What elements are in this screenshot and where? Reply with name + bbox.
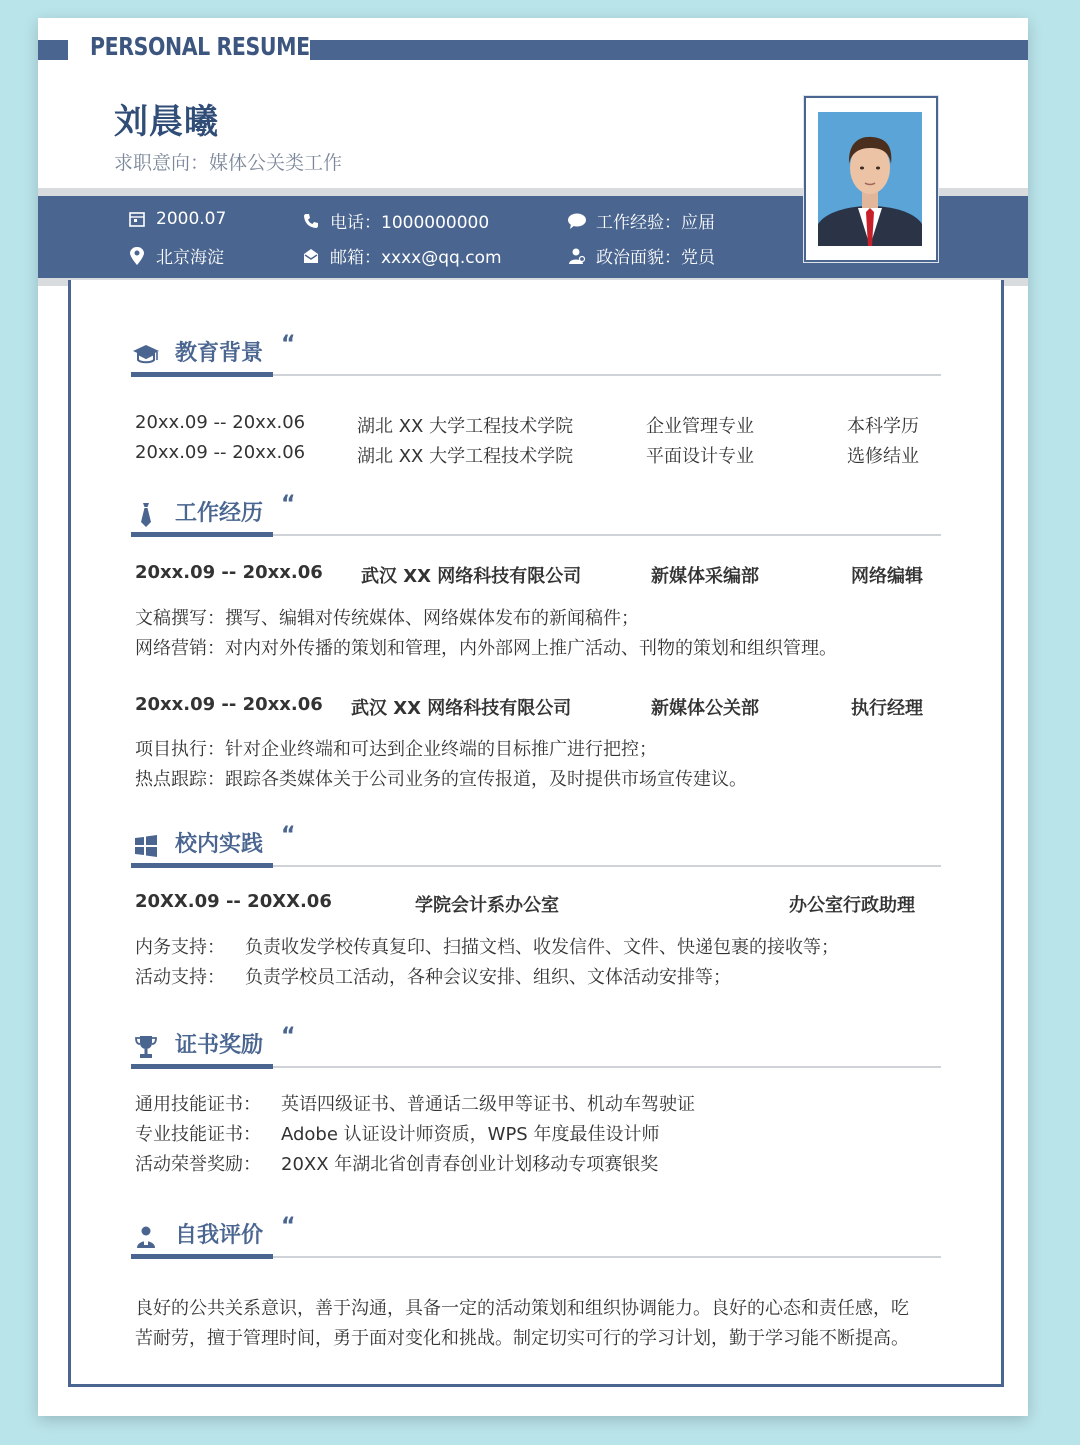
resume-page [38,18,1028,1416]
campus-line-label: 内务支持： [135,937,225,958]
education-title: 教育背景 [175,341,264,366]
awards-title: 证书奖励 [175,1033,264,1058]
candidate-name: 刘晨曦 [114,102,219,142]
campus-line-label: 活动支持： [135,967,225,988]
job-role: 网络编辑 [851,566,923,587]
work-header [131,492,971,536]
edu-degree: 选修结业 [847,446,919,467]
person-icon [131,1222,161,1252]
birth-item [126,208,226,230]
profile-photo [818,112,922,246]
campus-date: 20XX.09 -- 20XX.06 [135,891,332,912]
campus-line-text: 负责学校员工活动，各种会议安排、组织、文体活动安排等； [245,967,731,988]
awards-header [131,1024,971,1068]
job-dept: 新媒体公关部 [651,698,759,719]
job-duty-line: 项目执行：针对企业终端和可达到企业终端的目标推广进行把控； [135,739,657,760]
education-quote-mark: “ [281,332,296,357]
self-eval-title: 自我评价 [175,1223,264,1248]
campus-underline [131,863,273,868]
work-underline [131,532,273,537]
self-eval-underline [131,1254,273,1259]
campus-role: 办公室行政助理 [789,895,915,916]
resume-title: PERSONAL RESUME [90,32,310,61]
politics-item [566,243,715,268]
trophy-icon [131,1032,161,1062]
chat-icon [566,210,588,232]
graduation-cap-icon [131,340,161,370]
politics-text: 政治面貌：党员 [596,248,715,268]
photo-frame [804,96,938,262]
awards-rule [273,1066,941,1068]
job-company: 武汉 XX 网络科技有限公司 [351,698,572,719]
campus-org: 学院会计系办公室 [415,895,559,916]
edu-school: 湖北 XX 大学工程技术学院 [357,446,574,467]
education-underline [131,372,273,377]
award-text: 英语四级证书、普通话二级甲等证书、机动车驾驶证 [281,1094,695,1115]
email-icon [300,245,322,267]
campus-rule [273,865,941,867]
user-icon [566,245,588,267]
campus-quote-mark: “ [281,823,296,848]
top-accent-bar-left [38,40,68,60]
birth-text: 2000.07 [156,209,227,229]
experience-text: 工作经验：应届 [596,213,715,233]
work-quote-mark: “ [281,492,296,517]
education-header [131,332,971,376]
job-duty-line: 文稿撰写：撰写、编辑对传统媒体、网络媒体发布的新闻稿件； [135,608,639,629]
campus-line-text: 负责收发学校传真复印、扫描文档、收发信件、文件、快递包裹的接收等； [245,937,839,958]
award-text: 20XX 年湖北省创青春创业计划移动专项赛银奖 [281,1154,659,1175]
phone-item [300,208,489,233]
self-eval-line: 良好的公共关系意识，善于沟通，具备一定的活动策划和组织协调能力。良好的心态和责任感，吃 [135,1298,909,1319]
job-company: 武汉 XX 网络科技有限公司 [361,566,582,587]
award-label: 通用技能证书： [135,1094,261,1115]
calendar-icon [126,208,148,230]
location-icon [126,245,148,267]
edu-school: 湖北 XX 大学工程技术学院 [357,416,574,437]
email-text: 邮箱：xxxx@qq.com [330,248,502,268]
awards-quote-mark: “ [281,1024,296,1049]
job-date: 20xx.09 -- 20xx.06 [135,562,323,583]
campus-header [131,823,971,867]
edu-degree: 本科学历 [847,416,919,437]
location-item [126,243,224,268]
edu-date: 20xx.09 -- 20xx.06 [135,412,306,433]
job-duty-line: 网络营销：对内对外传播的策划和管理，内外部网上推广活动、刊物的策划和组织管理。 [135,638,837,659]
awards-underline [131,1064,273,1069]
job-date: 20xx.09 -- 20xx.06 [135,694,323,715]
self-eval-line: 苦耐劳，擅于管理时间，勇于面对变化和挑战。制定切实可行的学习计划，勤于学习能不断提高。 [135,1328,909,1349]
award-text: Adobe 认证设计师资质，WPS 年度最佳设计师 [281,1124,660,1145]
phone-text: 电话：1000000000 [330,213,490,233]
campus-title: 校内实践 [175,832,264,857]
award-label: 活动荣誉奖励： [135,1154,261,1175]
content-box [68,280,1004,1387]
award-label: 专业技能证书： [135,1124,261,1145]
edu-major: 平面设计专业 [646,446,754,467]
job-intent: 求职意向：媒体公关类工作 [114,152,343,174]
experience-item [566,208,715,233]
work-title: 工作经历 [175,501,264,526]
self-eval-header [131,1214,971,1258]
self-eval-quote-mark: “ [281,1214,296,1239]
job-dept: 新媒体采编部 [651,566,759,587]
windows-icon [131,831,161,861]
education-rule [273,374,941,376]
job-duty-line: 热点跟踪：跟踪各类媒体关于公司业务的宣传报道，及时提供市场宣传建议。 [135,769,747,790]
location-text: 北京海淀 [156,248,224,268]
job-role: 执行经理 [851,698,923,719]
tie-icon [131,500,161,530]
edu-major: 企业管理专业 [646,416,754,437]
top-accent-bar-right [310,40,1028,60]
self-eval-rule [273,1256,941,1258]
phone-icon [300,210,322,232]
work-rule [273,534,941,536]
edu-date: 20xx.09 -- 20xx.06 [135,442,306,463]
email-item [300,243,502,268]
